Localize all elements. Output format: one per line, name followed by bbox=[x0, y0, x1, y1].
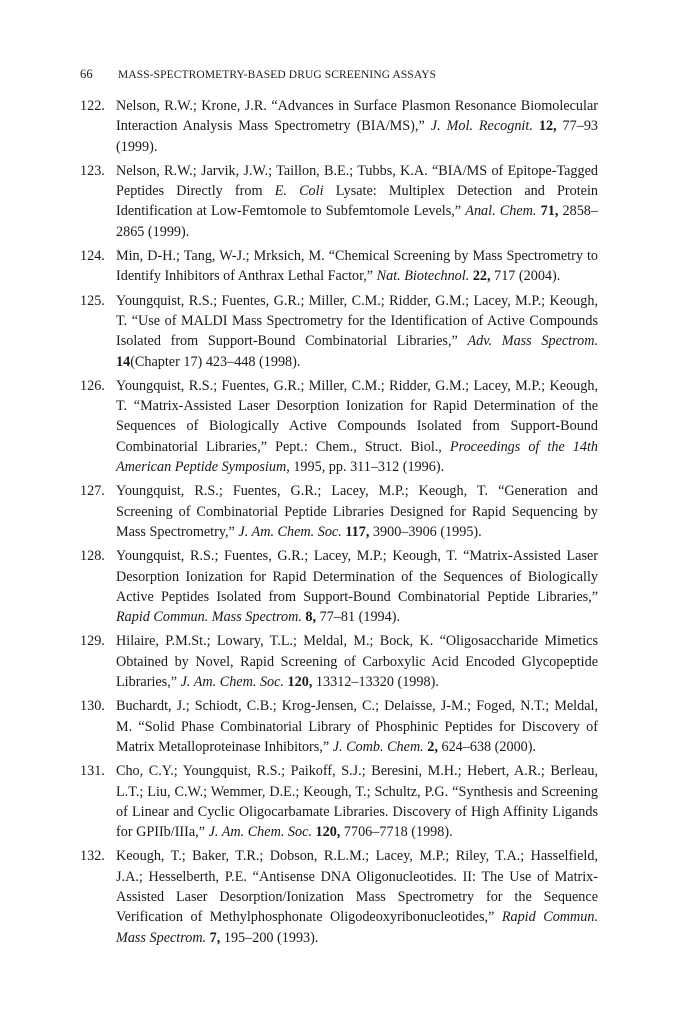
reference-journal: J. Mol. Recognit. bbox=[430, 118, 533, 135]
reference-journal: Rapid Commun. Mass Spectrom. bbox=[116, 909, 599, 946]
reference-item bbox=[80, 761, 598, 842]
reference-journal: Rapid Commun. Mass Spectrom. bbox=[116, 609, 302, 626]
reference-text: 2858–2865 (1999). bbox=[116, 203, 598, 240]
reference-journal: Nat. Biotechnol. bbox=[376, 268, 470, 285]
reference-number: 124. bbox=[80, 248, 105, 265]
reference-volume: 120, bbox=[315, 824, 341, 841]
reference-text: 13312–13320 (1998). bbox=[312, 674, 439, 691]
reference-text: 195–200 (1993). bbox=[220, 929, 319, 946]
reference-text: 7706–7718 (1998). bbox=[340, 824, 453, 841]
reference-item bbox=[80, 376, 598, 477]
reference-text: Buchardt, J.; Schiodt, C.B.; Krog-Jensen, C.; Delaisse, J-M.; Foged, N.T.; Meldal, M. “Solid Phase Combinatorial Library of Phosphinic Peptides for Discovery of Matrix Metalloproteinase Inhibitors,” bbox=[116, 698, 598, 755]
reference-number: 131. bbox=[80, 763, 105, 780]
reference-volume: 12, bbox=[538, 118, 557, 135]
reference-text: , 1995, pp. 311–312 (1996). bbox=[286, 459, 445, 476]
reference-volume: 22, bbox=[472, 268, 491, 285]
reference-item bbox=[80, 631, 598, 692]
reference-number: 127. bbox=[80, 483, 105, 500]
reference-number: 129. bbox=[80, 633, 105, 650]
reference-volume: 120, bbox=[287, 674, 313, 691]
reference-text: Hilaire, P.M.St.; Lowary, T.L.; Meldal, M.; Bock, K. “Oligosaccharide Mimetics Obtained by Novel, Rapid Screening of Carboxylic Acid Encoded Glycopeptide Libraries,” bbox=[116, 633, 598, 691]
reference-text: Youngquist, R.S.; Fuentes, G.R.; Lacey, M.P.; Keough, T. “Matrix-Assisted Laser Desorption Ionization for Rapid Determination of the Sequences of Biologically Active Peptides Isolated from Support-Bound Combinatorial Peptide Libraries,” bbox=[116, 548, 598, 605]
reference-item bbox=[80, 246, 598, 287]
reference-volume: 8, bbox=[305, 609, 317, 626]
reference-journal: J. Am. Chem. Soc. bbox=[180, 674, 284, 691]
reference-text: Lysate: Multiplex Detection and Protein Identification at Low-Femtomole to Subfemtomole Levels,” bbox=[116, 183, 598, 220]
reference-journal: E. Coli bbox=[274, 183, 324, 200]
reference-number: 130. bbox=[80, 698, 105, 715]
reference-item bbox=[80, 291, 598, 372]
reference-number: 128. bbox=[80, 548, 105, 565]
reference-text: 624–638 (2000). bbox=[437, 738, 537, 755]
reference-item bbox=[80, 481, 598, 542]
reference-list bbox=[80, 96, 598, 952]
reference-text: Keough, T.; Baker, T.R.; Dobson, R.L.M.; Lacey, M.P.; Riley, T.A.; Hasselfield, J.A.; Hesselberth, P.E. “Antisense DNA Oligonucleotides. II: The Use of Matrix-Assisted Laser Desorption/Ionization Mass Spectrometry for the Sequence Verification of Methylphosphonate Oligodeoxyribonucleotides,” bbox=[116, 848, 598, 926]
reference-text: 77–81 (1994). bbox=[316, 609, 400, 626]
reference-number: 123. bbox=[80, 162, 105, 179]
page-number: 66 bbox=[80, 67, 93, 81]
reference-text: Nelson, R.W.; Krone, J.R. “Advances in Surface Plasmon Resonance Biomolecular Interaction Analysis Mass Spectrometry (BIA/MS),” bbox=[116, 98, 598, 135]
reference-text: (Chapter 17) 423–448 (1998). bbox=[130, 353, 301, 370]
reference-volume: 14 bbox=[116, 353, 131, 370]
reference-text: Min, D-H.; Tang, W-J.; Mrksich, M. “Chemical Screening by Mass Spectrometry to Identify Inhibitors of Anthrax Lethal Factor,” bbox=[116, 248, 598, 285]
reference-volume: 71, bbox=[540, 203, 559, 220]
reference-item bbox=[80, 96, 598, 157]
reference-journal: Anal. Chem. bbox=[465, 203, 537, 220]
reference-journal: J. Am. Chem. Soc. bbox=[238, 523, 342, 540]
reference-text: 77–93 (1999). bbox=[116, 118, 599, 155]
reference-number: 126. bbox=[80, 377, 105, 394]
reference-journal: J. Comb. Chem. bbox=[332, 738, 424, 755]
reference-volume: 117, bbox=[345, 523, 370, 540]
reference-text: Nelson, R.W.; Jarvik, J.W.; Taillon, B.E.; Tubbs, K.A. “BIA/MS of Epitope-Tagged Peptides Directly from bbox=[116, 162, 598, 200]
reference-item bbox=[80, 696, 598, 757]
reference-text: 3900–3906 (1995). bbox=[369, 523, 482, 540]
reference-text: Youngquist, R.S.; Fuentes, G.R.; Miller, C.M.; Ridder, G.M.; Lacey, M.P.; Keough, T. “Use of MALDI Mass Spectrometry for the Identification of Active Compounds Isolated from Support-Bound Combinatorial Libraries,” bbox=[116, 292, 598, 350]
reference-item bbox=[80, 846, 598, 947]
reference-text: Cho, C.Y.; Youngquist, R.S.; Paikoff, S.J.; Beresini, M.H.; Hebert, A.R.; Berleau, L.T.; Liu, C.W.; Wemmer, D.E.; Keough, T.; Schultz, P.G. “Synthesis and Screening of Linear and Cyclic Oligocarbamate Libraries. Discovery of High Affinity Ligands for GPIIb/IIIa,” bbox=[116, 763, 598, 841]
reference-number: 125. bbox=[80, 292, 105, 309]
reference-number: 132. bbox=[80, 848, 105, 865]
reference-text: Youngquist, R.S.; Fuentes, G.R.; Miller, C.M.; Ridder, G.M.; Lacey, M.P.; Keough, T. “Matrix-Assisted Laser Desorption Ionization for Rapid Determination of the Sequences of Biologically Active Compounds Isolated from Support-Bound Combinatorial Libraries,” Pept.: Chem., Struct. Biol., bbox=[116, 377, 598, 455]
reference-number: 122. bbox=[80, 98, 105, 114]
reference-volume: 7, bbox=[209, 929, 221, 946]
reference-text: Youngquist, R.S.; Fuentes, G.R.; Lacey, M.P.; Keough, T. “Generation and Screening of Combinatorial Peptide Libraries Designed for Rapid Sequencing by Mass Spectrometry,” bbox=[116, 483, 598, 540]
reference-journal: J. Am. Chem. Soc. bbox=[208, 824, 312, 841]
reference-journal: Proceedings of the 14th American Peptide Symposium bbox=[116, 438, 598, 476]
reference-text: 717 (2004). bbox=[490, 268, 561, 285]
running-title: MASS-SPECTROMETRY-BASED DRUG SCREENING ASSAYS bbox=[118, 69, 437, 81]
reference-item bbox=[80, 546, 598, 627]
reference-journal: Adv. Mass Spectrom. bbox=[467, 333, 599, 350]
reference-volume: 2, bbox=[427, 738, 438, 755]
reference-item bbox=[80, 161, 598, 242]
running-header bbox=[80, 67, 436, 82]
